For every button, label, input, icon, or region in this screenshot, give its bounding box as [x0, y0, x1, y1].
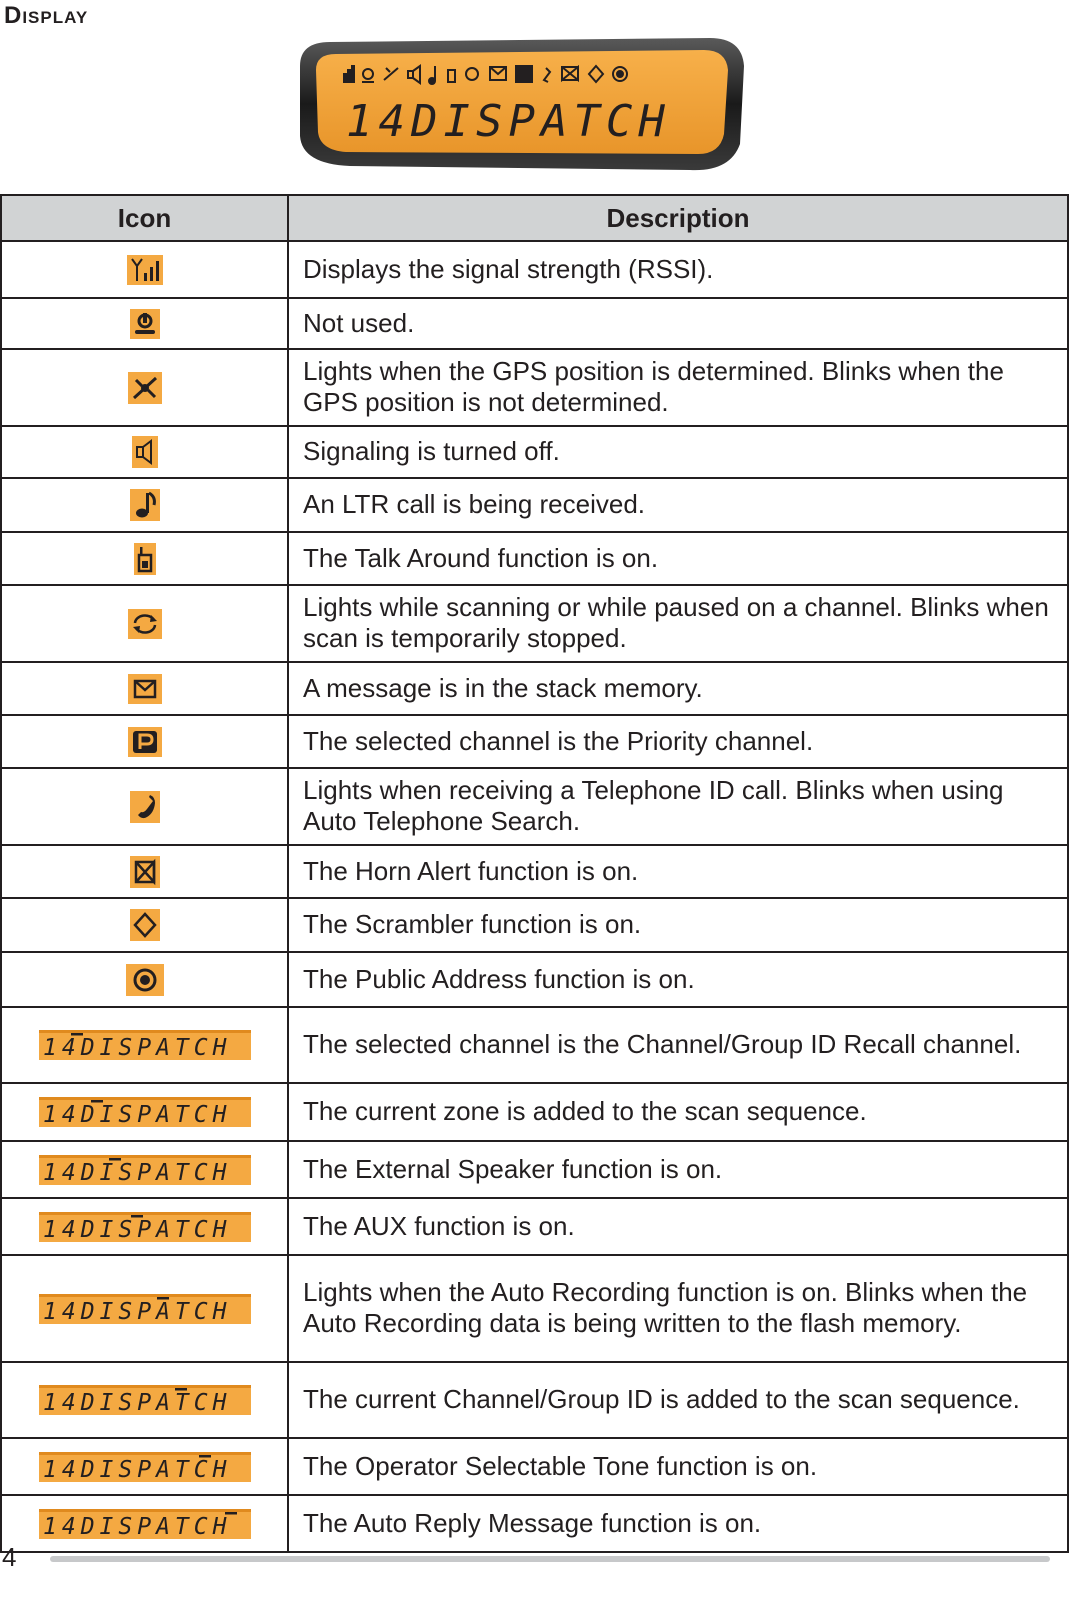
row-description: Displays the signal strength (RSSI).: [288, 241, 1068, 298]
lcd-indicator-text: 14DISPATCH: [42, 1513, 231, 1539]
lcd-indicator-icon: [39, 1452, 251, 1482]
row-description: A message is in the stack memory.: [288, 662, 1068, 715]
row-description: Signaling is turned off.: [288, 426, 1068, 478]
row-description: The Public Address function is on.: [288, 952, 1068, 1007]
table-row: [1, 1083, 1068, 1141]
horn-alert-icon: [130, 856, 160, 888]
table-row: [1, 426, 1068, 478]
table-row: [1, 715, 1068, 768]
lcd-indicator-mark: [109, 1158, 121, 1161]
table-row: [1, 585, 1068, 662]
row-description: The Operator Selectable Tone function is on.: [288, 1438, 1068, 1495]
lcd-display-illustration: [290, 36, 750, 176]
section-heading: Display: [4, 2, 89, 29]
table-row: [1, 1255, 1068, 1362]
table-row: [1, 898, 1068, 952]
row-description: The AUX function is on.: [288, 1198, 1068, 1255]
lcd-indicator-icon: [39, 1509, 251, 1539]
lcd-indicator-mark: [175, 1388, 187, 1391]
row-description: The Scrambler function is on.: [288, 898, 1068, 952]
lcd-indicator-mark: [157, 1297, 169, 1300]
row-description: Lights while scanning or while paused on a channel. Blinks when scan is temporarily stopped.: [288, 585, 1068, 662]
table-row: [1, 1495, 1068, 1552]
row-description: The External Speaker function is on.: [288, 1141, 1068, 1198]
table-row: [1, 768, 1068, 845]
svg-text:14DISPATCH: 14DISPATCH: [346, 96, 671, 147]
table-row: [1, 1362, 1068, 1438]
table-row: [1, 1438, 1068, 1495]
row-description: Lights when the GPS position is determined. Blinks when the GPS position is not determined.: [288, 349, 1068, 426]
row-description: The selected channel is the Channel/Group ID Recall channel.: [288, 1007, 1068, 1083]
not-used-icon: [130, 309, 160, 339]
scrambler-icon: [130, 909, 160, 941]
signal-strength-icon: [127, 255, 163, 285]
row-description: Lights when receiving a Telephone ID call. Blinks when using Auto Telephone Search.: [288, 768, 1068, 845]
row-description: The Talk Around function is on.: [288, 532, 1068, 585]
lcd-indicator-icon: [39, 1294, 251, 1324]
row-description: An LTR call is being received.: [288, 478, 1068, 532]
lcd-indicator-icon: [39, 1212, 251, 1242]
table-row: [1, 478, 1068, 532]
lcd-indicator-text: 14DISPATCH: [42, 1456, 231, 1482]
table-header-row: [1, 195, 1068, 241]
message-icon: [128, 674, 162, 704]
lcd-indicator-icon: [39, 1385, 251, 1415]
priority-icon: [128, 727, 162, 757]
music-note-icon: [130, 489, 160, 521]
table-row: [1, 349, 1068, 426]
table-row: [1, 1007, 1068, 1083]
table-row: [1, 952, 1068, 1007]
table-row: [1, 662, 1068, 715]
speaker-off-icon: [132, 436, 158, 468]
lcd-indicator-text: 14DISPATCH: [42, 1216, 231, 1242]
lcd-indicator-text: 14DISPATCH: [42, 1390, 231, 1415]
lcd-indicator-mark: [71, 1033, 83, 1036]
lcd-indicator-mark: [91, 1100, 103, 1103]
table-row: [1, 532, 1068, 585]
page-number: 4: [2, 1542, 17, 1572]
icon-description-table: [0, 194, 1069, 1553]
table-row: [1, 241, 1068, 298]
table-row: [1, 1198, 1068, 1255]
table-row: [1, 845, 1068, 898]
lcd-indicator-text: 14DISPATCH: [42, 1298, 231, 1324]
row-description: The Horn Alert function is on.: [288, 845, 1068, 898]
table-row: [1, 1141, 1068, 1198]
column-header-description: Description: [288, 195, 1068, 241]
telephone-icon: [130, 791, 160, 823]
footer-rule: [50, 1556, 1050, 1562]
column-header-icon: Icon: [1, 195, 288, 241]
lcd-indicator-icon: [39, 1155, 251, 1185]
lcd-indicator-icon: [39, 1030, 251, 1060]
table-row: [1, 298, 1068, 349]
lcd-indicator-mark: [225, 1512, 237, 1515]
lcd-indicator-text: 14DISPATCH: [42, 1159, 231, 1185]
public-address-icon: [126, 964, 164, 996]
gps-satellite-icon: [128, 372, 162, 404]
row-description: Not used.: [288, 298, 1068, 349]
row-description: The selected channel is the Priority channel.: [288, 715, 1068, 768]
row-description: The current zone is added to the scan sequence.: [288, 1083, 1068, 1141]
lcd-indicator-icon: [39, 1097, 251, 1127]
talk-around-icon: [134, 543, 156, 575]
lcd-indicator-mark: [199, 1455, 211, 1458]
row-description: The Auto Reply Message function is on.: [288, 1495, 1068, 1552]
row-description: Lights when the Auto Recording function is on. Blinks when the Auto Recording data is being written to the flash memory.: [288, 1255, 1068, 1362]
scan-icon: [128, 609, 162, 639]
lcd-indicator-mark: [131, 1215, 143, 1218]
lcd-indicator-text: 14DISPATCH: [42, 1102, 231, 1127]
lcd-indicator-text: 14DISPATCH: [42, 1035, 231, 1060]
row-description: The current Channel/Group ID is added to the scan sequence.: [288, 1362, 1068, 1438]
